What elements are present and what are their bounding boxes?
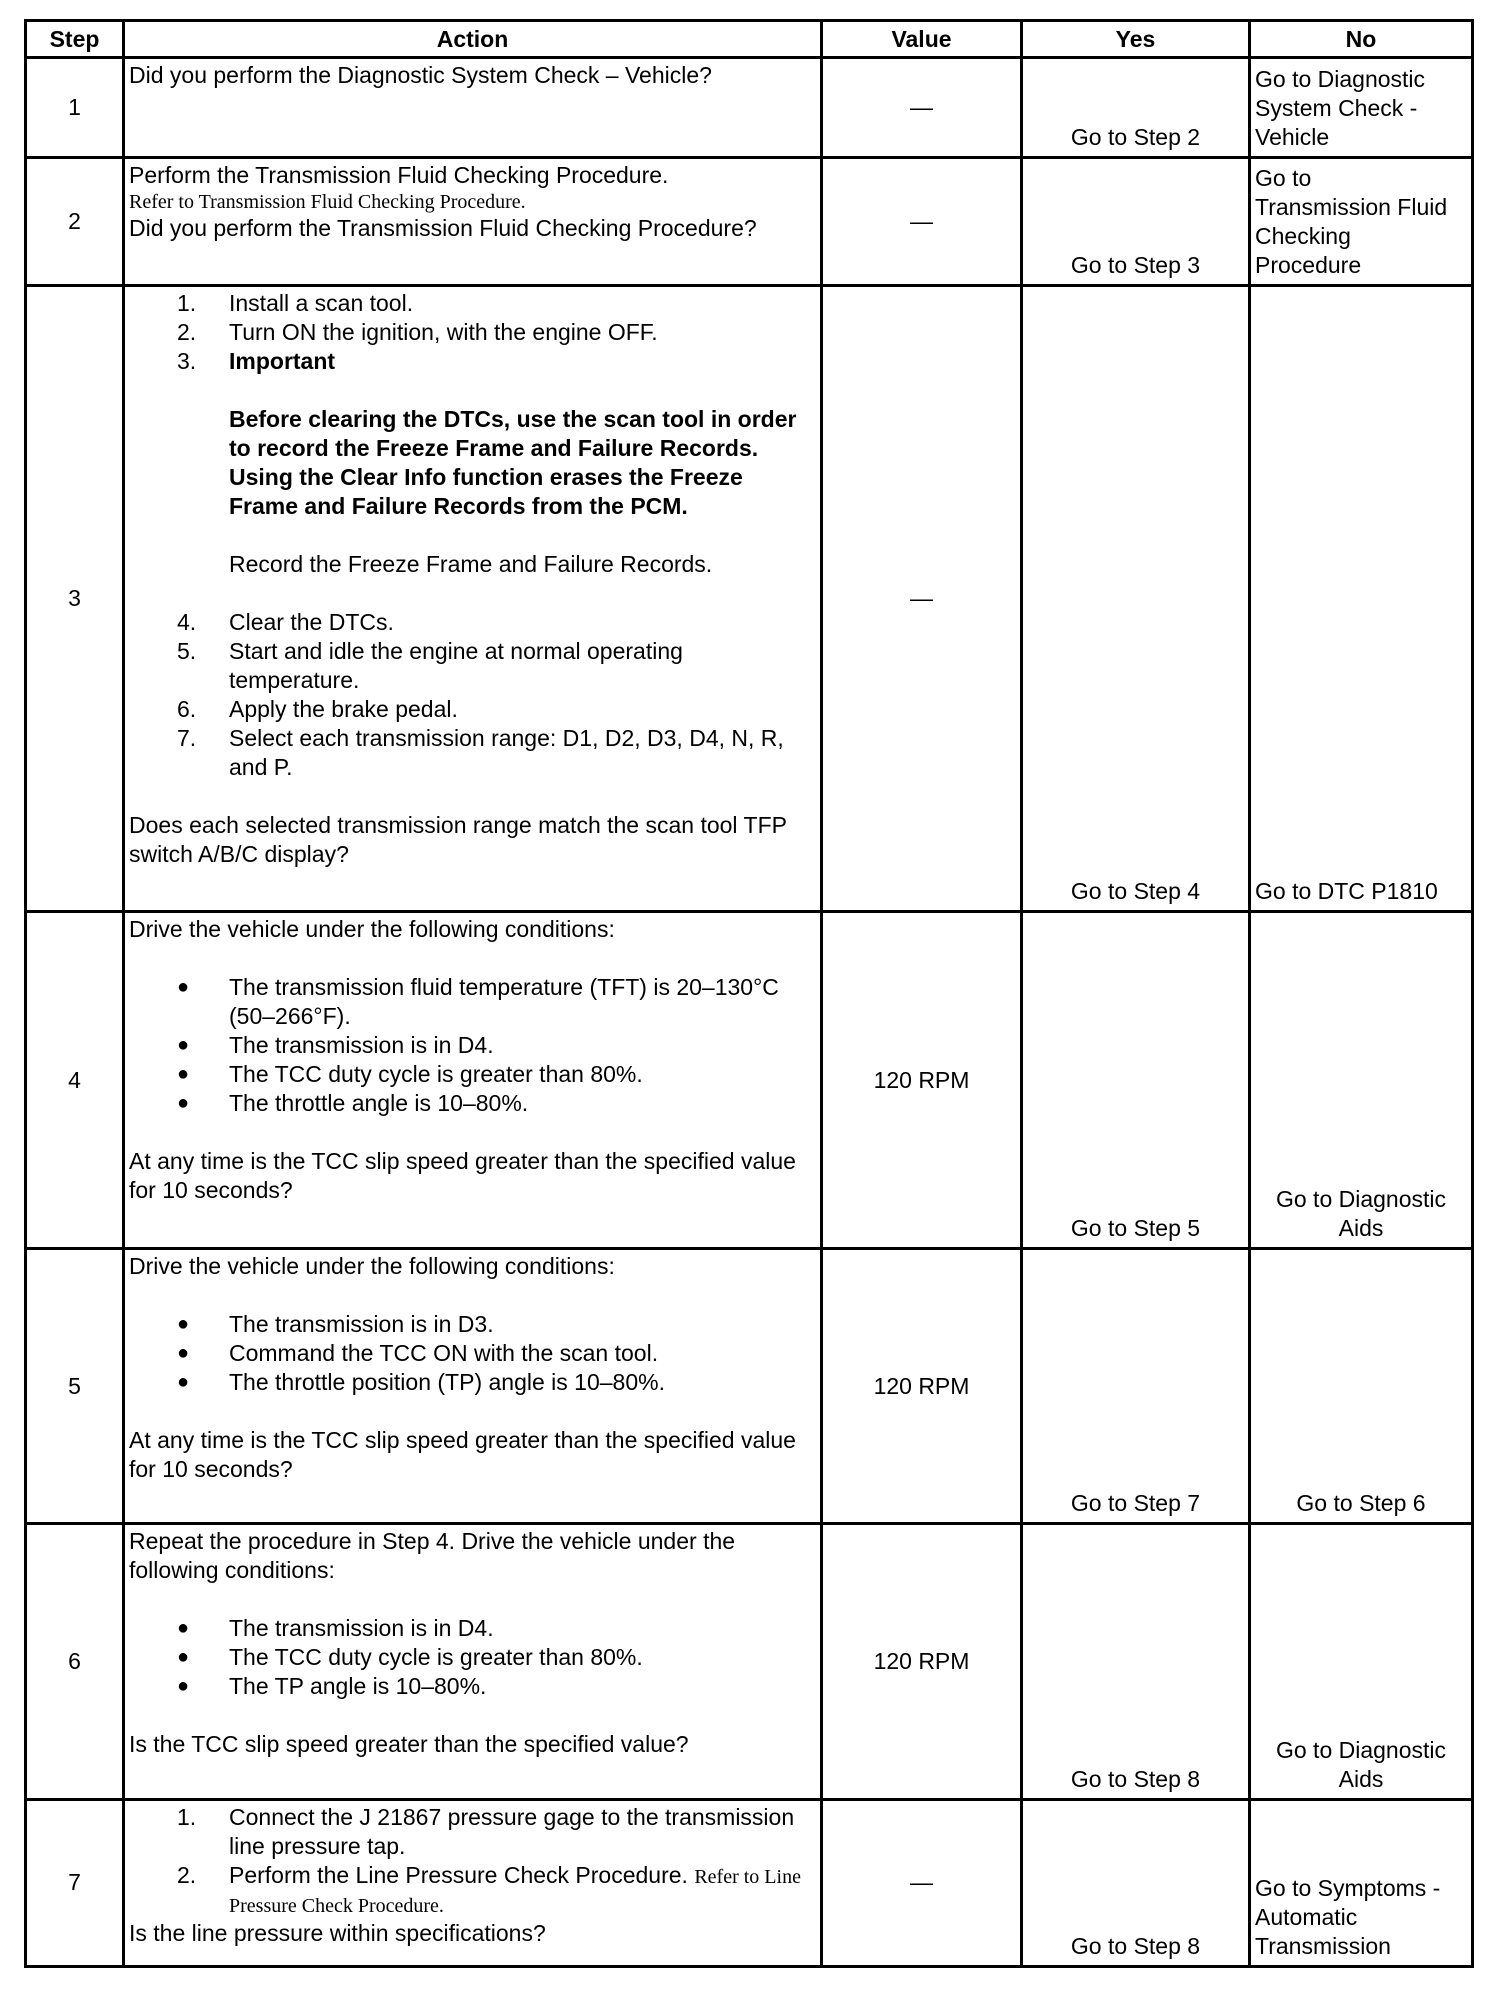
- header-step: Step: [26, 21, 124, 58]
- bullet-list: [129, 973, 816, 1118]
- value-cell: —: [822, 158, 1022, 286]
- table-row: [26, 1249, 1473, 1524]
- list-item: 3. Important Before clearing the DTCs, use the scan tool in order to record the Freeze Frame and Failure Records. Using the Clear Info function erases the Freeze Frame and Failure Records from the PCM. Record the Freeze Frame and Failure Records.: [129, 347, 816, 608]
- table-row: [26, 1799, 1473, 1966]
- step-number: 2: [26, 158, 124, 286]
- yes-cell: Go to Step 4: [1022, 286, 1250, 912]
- question-text: At any time is the TCC slip speed greater than the specified value for 10 seconds?: [129, 1427, 796, 1483]
- value-cell: —: [822, 1799, 1022, 1966]
- reference-text: Refer to Line Pressure Check Procedure.: [229, 1865, 801, 1917]
- table-row: [26, 58, 1473, 158]
- list-item: ● The throttle position (TP) angle is 10–80%.: [177, 1369, 665, 1396]
- action-cell: [124, 58, 822, 158]
- no-cell: Go to Diagnostic Aids: [1250, 911, 1473, 1248]
- step-number: 4: [26, 911, 124, 1248]
- value-cell: 120 RPM: [822, 911, 1022, 1248]
- list-item: ● The transmission is in D3.: [177, 1311, 494, 1338]
- list-item: 2. Perform the Line Pressure Check Procedure. Refer to Line Pressure Check Procedure.: [177, 1861, 801, 1917]
- no-cell: Go to Diagnostic Aids: [1250, 1524, 1473, 1799]
- yes-cell: Go to Step 2: [1022, 58, 1250, 158]
- list-item: ● The transmission is in D4.: [177, 1615, 494, 1642]
- header-action: Action: [124, 21, 822, 58]
- list-item: ● The TCC duty cycle is greater than 80%.: [177, 1644, 643, 1671]
- header-row: [26, 21, 1473, 58]
- step-number: 3: [26, 286, 124, 912]
- value-cell: 120 RPM: [822, 1524, 1022, 1799]
- step-number: 7: [26, 1799, 124, 1966]
- list-item: ● The TP angle is 10–80%.: [177, 1673, 487, 1700]
- yes-cell: Go to Step 3: [1022, 158, 1250, 286]
- table-row: [26, 1524, 1473, 1799]
- list-item: ● The transmission fluid temperature (TFT) is 20–130°C (50–266°F).: [177, 973, 779, 1029]
- step-number: 5: [26, 1249, 124, 1524]
- question-text: Is the line pressure within specifications?: [129, 1919, 546, 1946]
- table-row: [26, 911, 1473, 1248]
- table-row: [26, 286, 1473, 912]
- value-cell: 120 RPM: [822, 1249, 1022, 1524]
- important-note: Before clearing the DTCs, use the scan tool in order to record the Freeze Frame and Failure Records. Using the Clear Info function erases the Freeze Frame and Failure Records from the PCM.: [229, 406, 797, 520]
- list-item: 5. Start and idle the engine at normal operating temperature.: [177, 638, 683, 694]
- step-number: 6: [26, 1524, 124, 1799]
- value-cell: —: [822, 286, 1022, 912]
- diagnostic-table: [24, 19, 1474, 1968]
- action-cell: [124, 1799, 822, 1966]
- yes-cell: Go to Step 8: [1022, 1799, 1250, 1966]
- no-cell: Go to Diagnostic System Check - Vehicle: [1250, 58, 1473, 158]
- list-item: ● The transmission is in D4.: [177, 1031, 494, 1058]
- list-item: ● The TCC duty cycle is greater than 80%.: [177, 1060, 643, 1087]
- no-cell: Go to Step 6: [1250, 1249, 1473, 1524]
- action-text: Did you perform the Diagnostic System Check – Vehicle?: [129, 62, 712, 88]
- no-cell: Go to Transmission Fluid Checking Procedure: [1250, 158, 1473, 286]
- action-cell: Repeat the procedure in Step 4. Drive the vehicle under the following conditions: ● The transmission is in D4. ● The TCC duty cycle is greater than 80%. ● The TP angle is 10–80%. Is the TCC slip speed greater than the specified value?: [124, 1524, 822, 1799]
- list-item: ● Command the TCC ON with the scan tool.: [177, 1340, 659, 1367]
- header-value: Value: [822, 21, 1022, 58]
- value-cell: —: [822, 58, 1022, 158]
- numbered-list: [129, 1803, 816, 1919]
- header-no: No: [1250, 21, 1473, 58]
- list-item: 7. Select each transmission range: D1, D2, D3, D4, N, R, and P.: [177, 725, 784, 781]
- step-number: 1: [26, 58, 124, 158]
- action-cell: [124, 286, 822, 912]
- list-item: 6. Apply the brake pedal.: [177, 696, 458, 723]
- list-item: 2. Turn ON the ignition, with the engine OFF.: [177, 319, 658, 346]
- bullet-list: [129, 1310, 816, 1397]
- list-item: 1. Install a scan tool.: [177, 290, 414, 317]
- table-row: [26, 158, 1473, 286]
- yes-cell: Go to Step 8: [1022, 1524, 1250, 1799]
- question-text: Does each selected transmission range match the scan tool TFP switch A/B/C display?: [129, 812, 787, 868]
- reference-text: Refer to Transmission Fluid Checking Procedure.: [129, 191, 526, 214]
- list-item: 1. Connect the J 21867 pressure gage to the transmission line pressure tap.: [177, 1803, 795, 1859]
- list-item: ● The throttle angle is 10–80%.: [177, 1089, 529, 1116]
- numbered-list: [129, 289, 816, 782]
- yes-cell: Go to Step 7: [1022, 1249, 1250, 1524]
- question-text: Is the TCC slip speed greater than the specified value?: [129, 1731, 689, 1758]
- action-cell: Drive the vehicle under the following conditions: ● The transmission fluid temperature (TFT) is 20–130°C (50–266°F). ● The transmission is in D4. ● The TCC duty cycle is greater than 80%. ● The throttle angle is 10–80%. At any time is the TCC slip speed greater than the specified value for 10 seconds?: [124, 911, 822, 1248]
- action-cell: Drive the vehicle under the following conditions: ● The transmission is in D3. ● Command the TCC ON with the scan tool. ● The throttle position (TP) angle is 10–80%. At any time is the TCC slip speed greater than the specified value for 10 seconds?: [124, 1249, 822, 1524]
- question-text: At any time is the TCC slip speed greater than the specified value for 10 seconds?: [129, 1147, 796, 1203]
- header-yes: Yes: [1022, 21, 1250, 58]
- action-cell: Perform the Transmission Fluid Checking Procedure. Refer to Transmission Fluid Checking Procedure. Did you perform the Transmission Fluid Checking Procedure?: [124, 158, 822, 286]
- yes-cell: Go to Step 5: [1022, 911, 1250, 1248]
- no-cell: Go to DTC P1810: [1250, 286, 1473, 912]
- list-item: 4. Clear the DTCs.: [177, 609, 394, 636]
- bullet-list: [129, 1614, 816, 1701]
- no-cell: Go to Symptoms - Automatic Transmission: [1250, 1799, 1473, 1966]
